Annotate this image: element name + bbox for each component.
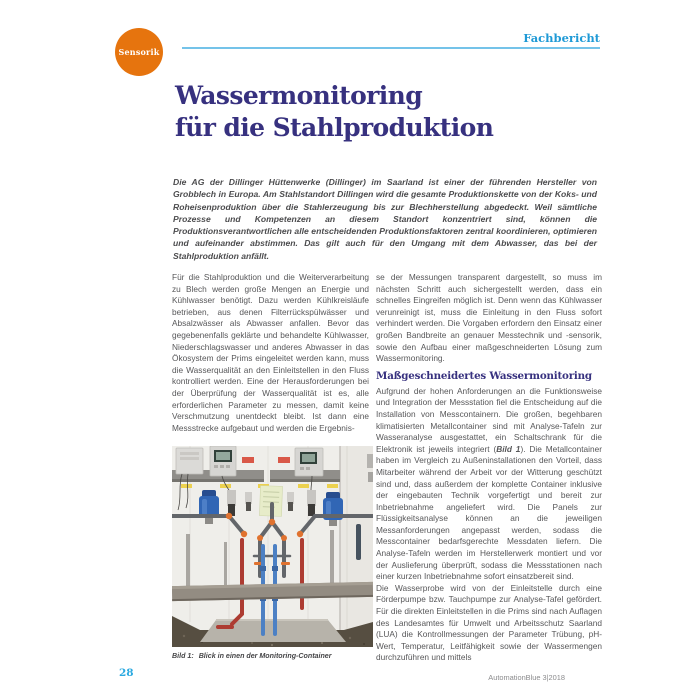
title-line-2: für die Stahlproduktion bbox=[175, 113, 494, 142]
figure-reference: Bild 1 bbox=[496, 443, 521, 454]
figure-caption-label: Bild 1: bbox=[172, 652, 194, 661]
title-line-1: Wassermonitoring bbox=[175, 81, 423, 110]
body-paragraph-1: Für die Stahlproduktion und die Weiterverarbeitung zu Blech werden große Mengen an Energie und Kühlwasser benötigt. Dazu werden Kühlkreisläufe betrieben, aus denen Filterrückspülwässer und Absalzwässer als Abwasser anfallen. Bevor das gegebenenfalls geklärte und behandelte Kühlwasser, Niederschlagswasser und anderes Abwasser in das Ökosystem der Prims eingeleitet werden kann, muss die Wasserqualität an den Einleitstellen in den Fluss kontrolliert werden. Eine der Herausforderungen bei der Überprüfung der Wasserqualität ist es, alle erforderlichen Parameter zu messen, damit keine Verschmutzung unentdeckt bleibt. Ist dann eine Messstrecke aufgebaut und werden die Ergebnis- bbox=[172, 272, 369, 433]
body-paragraph-4: Die Wasserprobe wird von der Einleitstelle durch eine Förderpumpe bzw. Tauchpumpe zur Analyse-Tafel gefördert. Für die direkten Einleitstellen in die Prims sind nach Auflagen des Landesamtes für Umwelt und Arbeitsschutz Saarland (LUA) die Kontrollmessungen der Parameter Trübung, pH-Wert, Temperatur, Leitfähigkeit sowie der Wassermengen durchzuführen und mittels bbox=[376, 582, 602, 663]
page-number: 28 bbox=[119, 667, 134, 679]
section-heading: Maßgeschneidertes Wassermonitoring bbox=[376, 369, 592, 382]
figure-caption bbox=[172, 652, 373, 661]
paragraph-text: ). Die Metallcontainer haben im Vergleich zu Außeninstallationen den Vorteil, dass Mitarbeiter während der Arbeit vor der Witterung geschützt sind und, dass außerdem der komplette Container inklusive der eingebauten Technik vorgefertigt und bereit zur Inbetriebnahme angeliefert wird. Die Panels zur Flüssigkeitsanalyse können an die jeweiligen Messanforderungen angepasst werden, sodass die Messcontainer bedarfsgerechte Messdaten liefern. Die Analyse-Tafeln werden im Herstellerwerk montiert und vor der Auslieferung überprüft, sodass die Messstationen nach einer kurzen Inbetriebnahme sofort einsatzbereit sind. bbox=[376, 443, 603, 582]
right-column bbox=[376, 272, 602, 664]
monitoring-container-photo bbox=[172, 446, 373, 647]
figure-1 bbox=[172, 446, 373, 661]
intro-paragraph: Die AG der Dillinger Hüttenwerke (Dillinger) im Saarland ist einer der führenden Hersteller von Grobblech in Europa. Am Stahlstandort Dillingen wird die gesamte Produktionskette von der Koks- und Roheisenproduktion über die Stahlerzeugung bis zur Blechherstellung abgedeckt. Weil sämtliche Prozesse und Kompetenzen an diesem Standort konzentriert sind, können die Produktionsverantwortlichen alle entscheidenden Produktionsfaktoren zentral koordinieren, optimieren und aufeinander abstimmen. Das gilt auch für den Umgang mit dem Abwasser, das bei der Stahlproduktion anfällt. bbox=[173, 177, 597, 261]
paragraph-text: Aufgrund der hohen Anforderungen an die Funktionsweise und Integration der Messstation fiel die Entscheidung auf die Installation von Messcontainern. Die großen, begehbaren klimatisierten Metallcontainer sind mit Analyse-Tafeln zur Wasseranalyse ausgestattet, ein Schaltschrank für die Elektronik ist jeweils integriert ( bbox=[376, 385, 602, 454]
body-paragraph-3 bbox=[376, 386, 602, 583]
body-paragraph-2: se der Messungen transparent dargestellt, so muss im nächsten Schritt auch sichergestellt werden, dass ein schnelles Eingreifen möglich ist. Denn wenn das Kühlwasser verunreinigt ist, muss die Einleitung in den Fluss sofort verhindert werden. Die Vorgaben erfordern den Einsatz einer großen Bandbreite an genauer Messtechnik und -sensorik, sowie den Aufbau einer maßgeschneiderten Lösung zum Wassermonitoring. bbox=[376, 272, 602, 364]
left-column bbox=[172, 272, 369, 664]
figure-caption-text: Blick in einen der Monitoring-Container bbox=[198, 652, 332, 661]
category-badge-label: Sensorik bbox=[118, 47, 160, 57]
journal-name: AutomationBlue 3|2018 bbox=[488, 673, 565, 682]
body-columns bbox=[172, 272, 602, 664]
header-label: Fachbericht bbox=[523, 31, 600, 45]
category-badge bbox=[115, 28, 163, 76]
container-door bbox=[340, 446, 373, 647]
header-rule bbox=[182, 47, 600, 49]
article-title bbox=[175, 80, 605, 144]
